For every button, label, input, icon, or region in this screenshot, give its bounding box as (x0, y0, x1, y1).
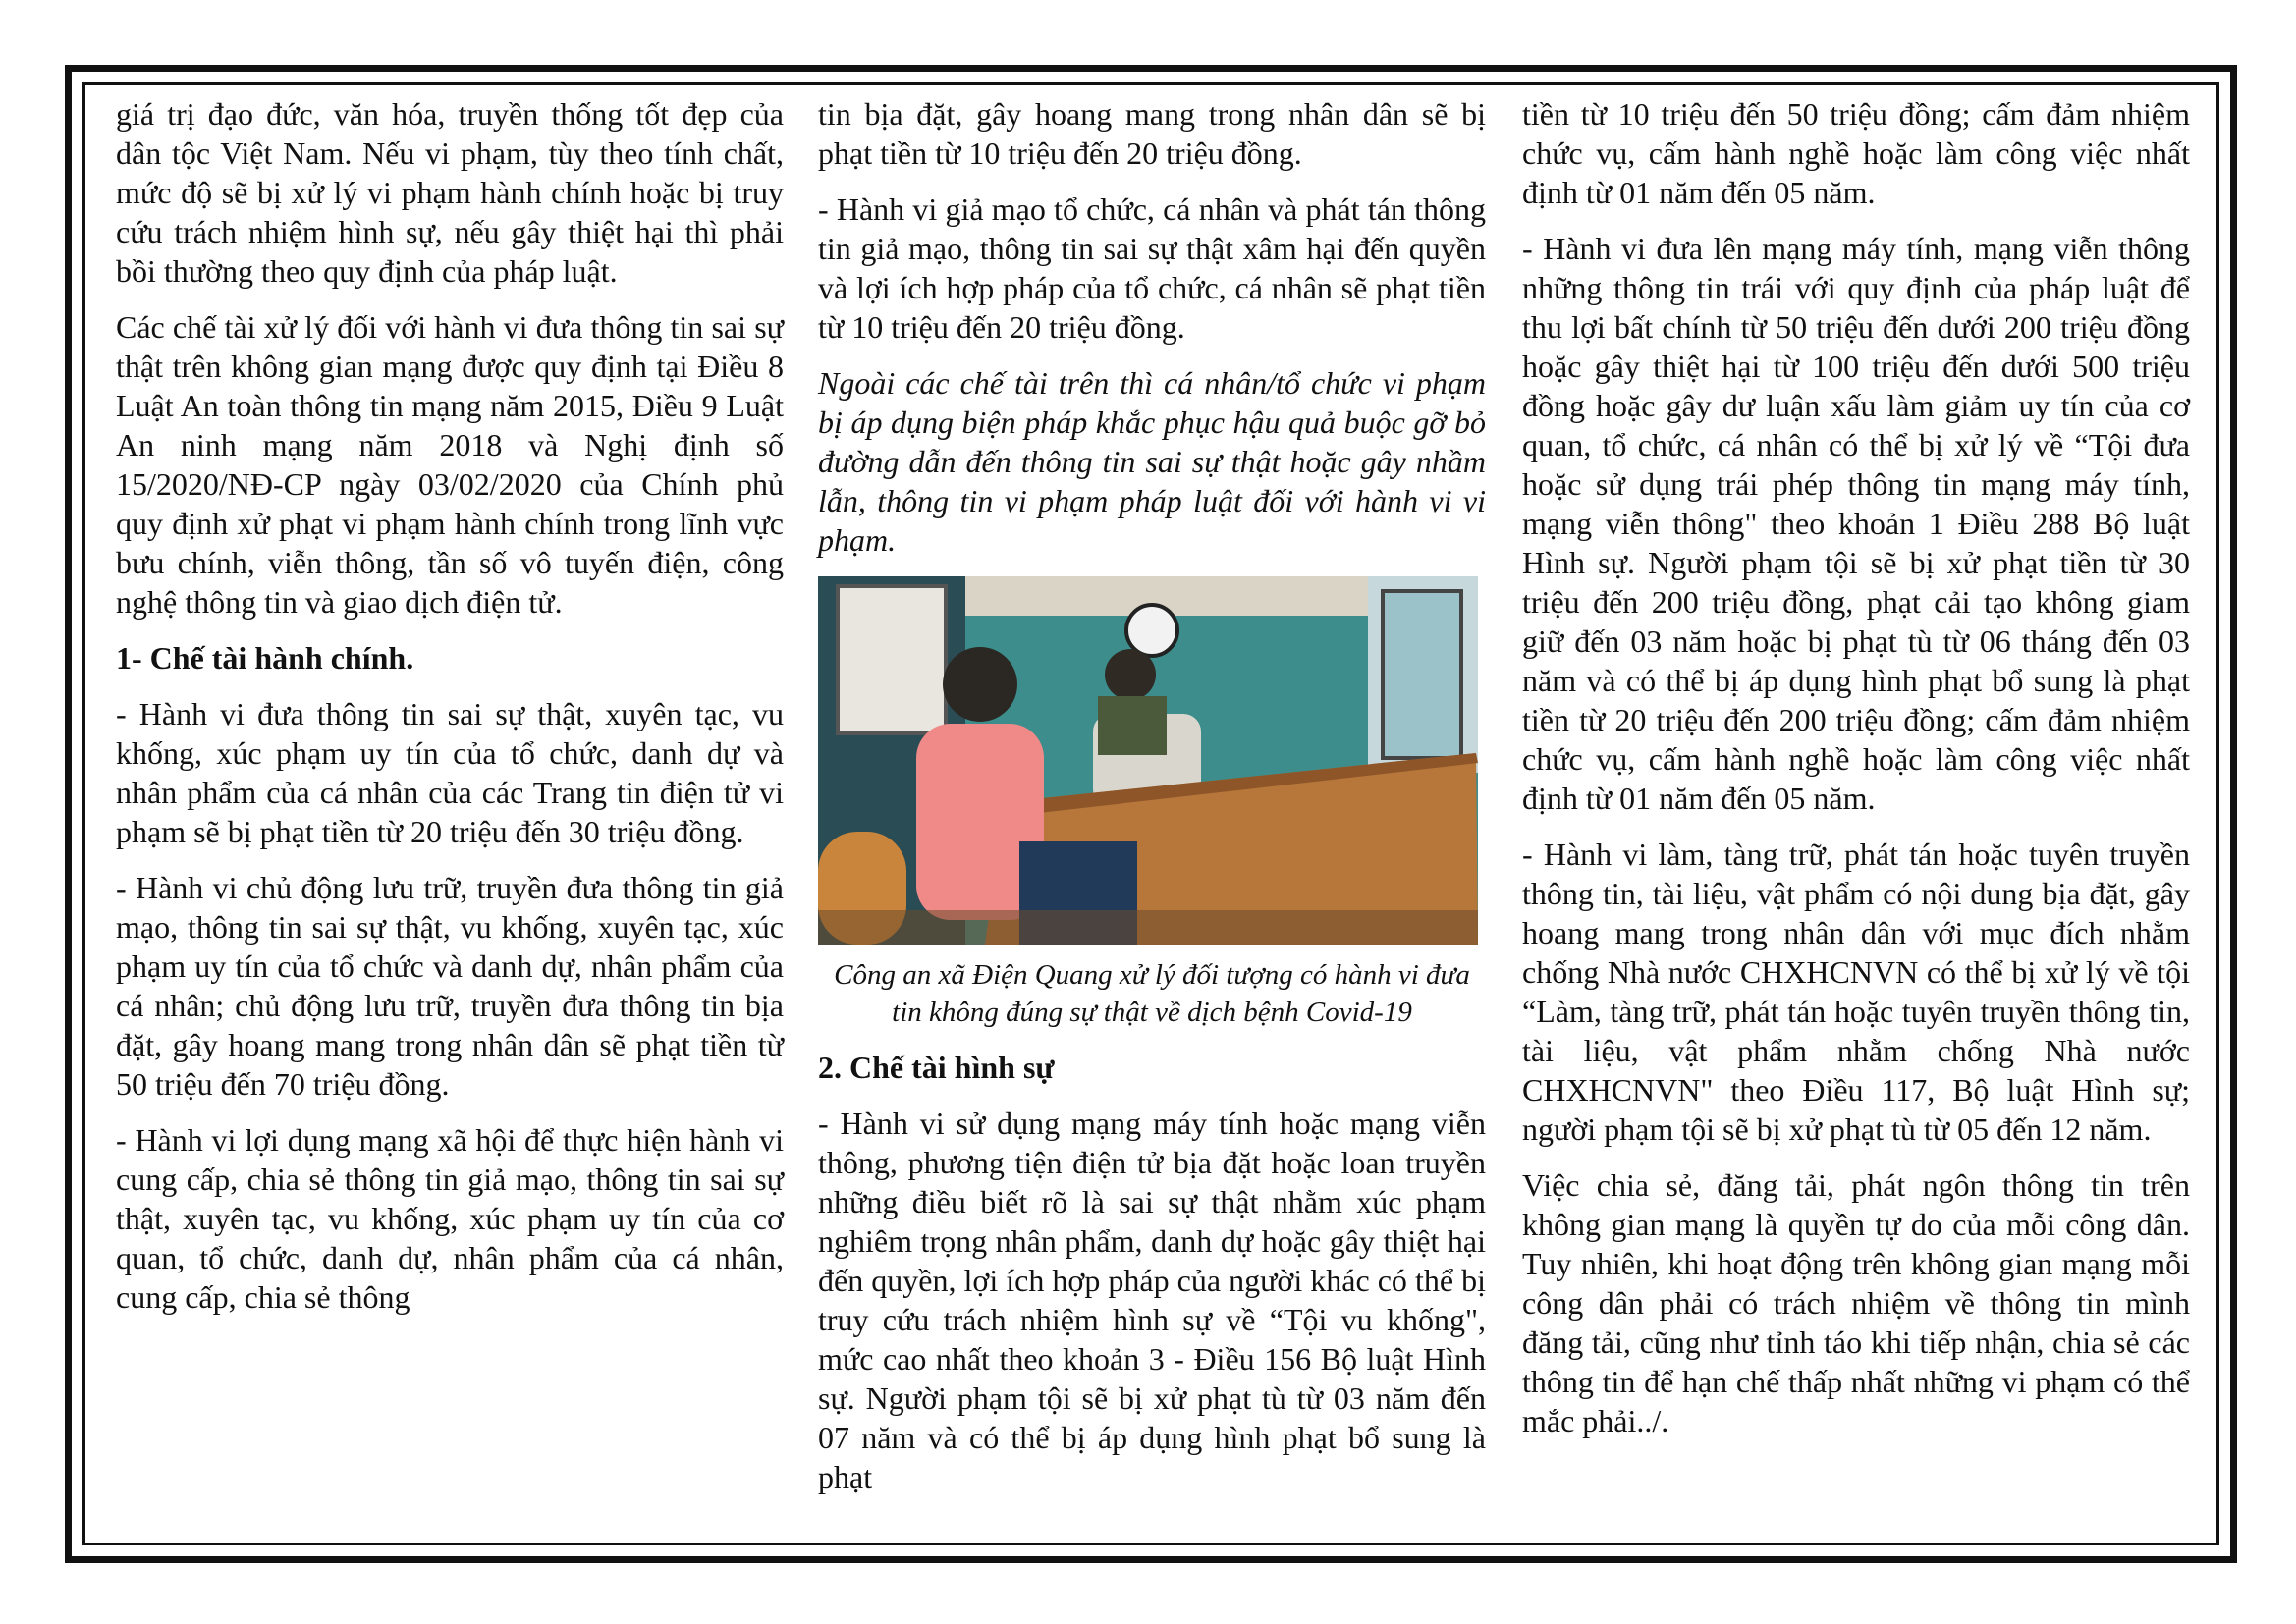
paragraph: tin bịa đặt, gây hoang mang trong nhân dân sẽ bị phạt tiền từ 10 triệu đến 20 triệu đồng. (818, 96, 1486, 171)
news-photo (818, 576, 1478, 945)
paragraph: - Hành vi lợi dụng mạng xã hội để thực hiện hành vi cung cấp, chia sẻ thông tin giả mạo, thông tin sai sự thật, xuyên tạc, vu khống, xúc phạm uy tín của cơ quan, tổ chức, danh dự, nhân phẩm của cá nhân, cung cấp, chia sẻ thông (116, 1122, 784, 1315)
photo-caption: Công an xã Điện Quang xử lý đối tượng có hành vi đưa tin không đúng sự thật về dịch bệnh Covid-19 (834, 959, 1470, 1028)
paragraph: - Hành vi đưa lên mạng máy tính, mạng viễn thông những thông tin trái với quy định của pháp luật để thu lợi bất chính từ 50 triệu đến dưới 200 triệu đồng hoặc gây thiệt hại từ 100 triệu đến dưới 500 triệu đồng hoặc gây dư luận xấu làm giảm uy tín của cơ quan, tổ chức, cá nhân có thể bị xử lý về “Tội đưa hoặc sử dụng trái phép thông tin mạng máy tính, mạng viễn thông" theo khoản 1 Điều 288 Bộ luật Hình sự. Người phạm tội sẽ bị xử phạt tiền từ 30 triệu đến 200 triệu đồng, phạt cải tạo không giam giữ đến 03 năm hoặc bị phạt tù từ 06 tháng đến 03 năm và có thể bị áp dụng hình phạt bổ sung là phạt tiền từ 20 triệu đến 200 triệu đồng; cấm đảm nhiệm chức vụ, cấm hành nghề hoặc làm công việc nhất định từ 01 năm đến 05 năm. (1522, 231, 2190, 816)
paragraph: - Hành vi chủ động lưu trữ, truyền đưa thông tin giả mạo, thông tin sai sự thật, vu khống, xuyên tạc, xúc phạm uy tín của tổ chức và danh dự, nhân phẩm của cá nhân; chủ động lưu trữ, truyền đưa thông tin bịa đặt, gây hoang mang trong nhân dân sẽ phạt tiền từ 50 triệu đến 70 triệu đồng. (116, 870, 784, 1102)
section-heading-criminal: 2. Chế tài hình sự (818, 1050, 1055, 1085)
column-3 (1522, 94, 2190, 1457)
column-1 (116, 94, 784, 1333)
paragraph: - Hành vi giả mạo tổ chức, cá nhân và phát tán thông tin giả mạo, thông tin sai sự thật xâm hại đến quyền và lợi ích hợp pháp của tổ chức, cá nhân sẽ phạt tiền từ 10 triệu đến 20 triệu đồng. (818, 191, 1486, 345)
column-2 (818, 94, 1486, 1513)
paragraph: - Hành vi sử dụng mạng máy tính hoặc mạng viễn thông, phương tiện điện tử bịa đặt hoặc loan truyền những điều biết rõ là sai sự thật nhằm xúc phạm nghiêm trọng nhân phẩm, danh dự hoặc gây thiệt hại đến quyền, lợi ích hợp pháp của người khác có thể bị truy cứu trách nhiệm hình sự về “Tội vu khống", mức cao nhất theo khoản 3 - Điều 156 Bộ luật Hình sự. Người phạm tội sẽ bị xử phạt tù từ 03 năm đến 07 năm và có thể bị áp dụng hình phạt bổ sung là phạt (818, 1106, 1486, 1494)
paragraph: - Hành vi làm, tàng trữ, phát tán hoặc tuyên truyền thông tin, tài liệu, vật phẩm có nội dung bịa đặt, gây hoang mang trong nhân dân với mục đích nhằm chống Nhà nước CHXHCNVN có thể bị xử lý về tội “Làm, tàng trữ, phát tán hoặc tuyên truyền thông tin, tài liệu, vật phẩm nhằm chống Nhà nước CHXHCNVN" theo Điều 117, Bộ luật Hình sự; người phạm tội sẽ bị xử phạt tù từ 05 đến 12 năm. (1522, 837, 2190, 1147)
paragraph: - Hành vi đưa thông tin sai sự thật, xuyên tạc, vu khống, xúc phạm uy tín của tổ chức, danh dự và nhân phẩm của cá nhân của các Trang tin điện tử vi phạm sẽ bị phạt tiền từ 20 triệu đến 30 triệu đồng. (116, 696, 784, 849)
paragraph: giá trị đạo đức, văn hóa, truyền thống tốt đẹp của dân tộc Việt Nam. Nếu vi phạm, tùy theo tính chất, mức độ sẽ bị xử lý vi phạm hành chính hoặc bị truy cứu trách nhiệm hình sự, nếu gây thiệt hại thì phải bồi thường theo quy định của pháp luật. (116, 96, 784, 289)
paragraph: Các chế tài xử lý đối với hành vi đưa thông tin sai sự thật trên không gian mạng được quy định tại Điều 8 Luật An toàn thông tin mạng năm 2015, Điều 9 Luật An ninh mạng năm 2018 và Nghị định số 15/2020/NĐ-CP ngày 03/02/2020 của Chính phủ quy định xử phạt vi phạm hành chính trong lĩnh vực bưu chính, viễn thông, tần số vô tuyến điện, công nghệ thông tin và giao dịch điện tử. (116, 309, 784, 620)
paragraph: tiền từ 10 triệu đến 50 triệu đồng; cấm đảm nhiệm chức vụ, cấm hành nghề hoặc làm công việc nhất định từ 01 năm đến 05 năm. (1522, 96, 2190, 210)
section-heading-administrative: 1- Chế tài hành chính. (116, 640, 414, 676)
paragraph: Việc chia sẻ, đăng tải, phát ngôn thông tin trên không gian mạng là quyền tự do của mỗi công dân. Tuy nhiên, khi hoạt động trên không gian mạng mỗi công dân phải có trách nhiệm về thông tin mình đăng tải, cũng như tỉnh táo khi tiếp nhận, chia sẻ các thông tin để hạn chế thấp nhất những vi phạm có thể mắc phải../. (1522, 1167, 2190, 1438)
paragraph-italic: Ngoài các chế tài trên thì cá nhân/tổ chức vi phạm bị áp dụng biện pháp khắc phục hậu quả buộc gỡ bỏ đường dẫn đến thông tin sai sự thật hoặc gây nhầm lẫn, thông tin vi phạm pháp luật đối với hành vi vi phạm. (818, 365, 1486, 558)
